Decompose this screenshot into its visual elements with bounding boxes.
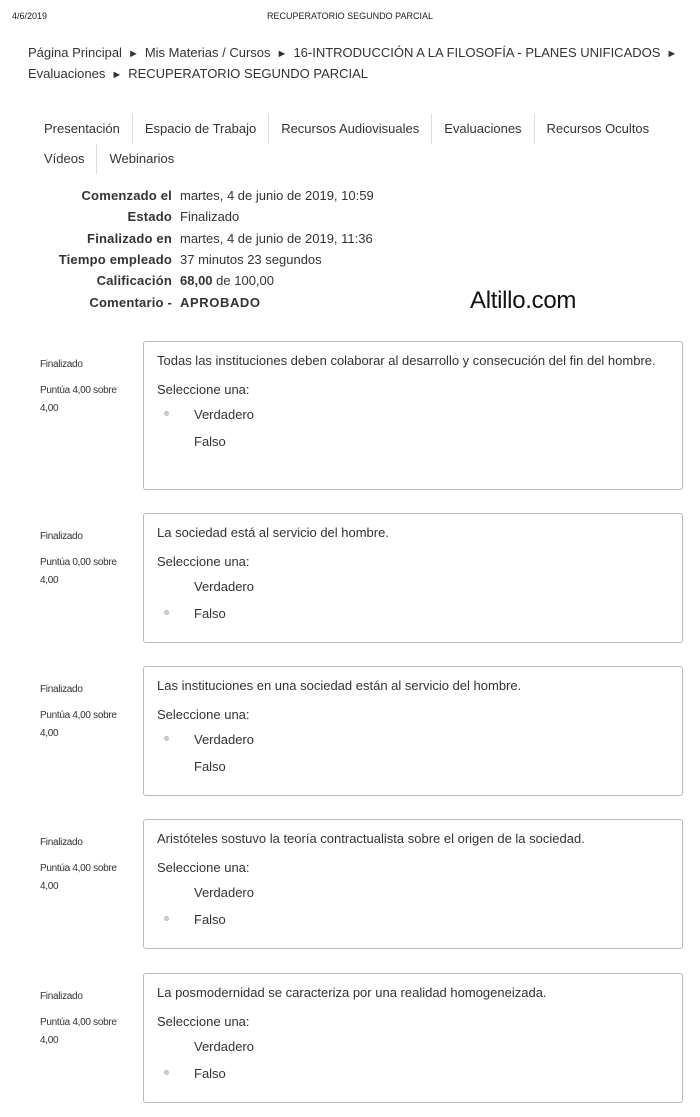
option-falso[interactable] xyxy=(157,432,669,451)
tab-evaluaciones[interactable]: Evaluaciones xyxy=(431,114,533,144)
option-falso[interactable] xyxy=(157,1064,669,1083)
started-value: martes, 4 de junio de 2019, 10:59 xyxy=(180,188,374,204)
option-label: Falso xyxy=(194,912,226,927)
option-verdadero[interactable] xyxy=(157,405,669,424)
question-box xyxy=(143,513,683,643)
question-box xyxy=(143,973,683,1103)
question-info xyxy=(40,684,135,743)
option-verdadero[interactable] xyxy=(157,577,669,596)
summary-row-state xyxy=(40,206,374,227)
option-verdadero[interactable] xyxy=(157,730,669,749)
option-label: Verdadero xyxy=(194,1039,254,1054)
question-info xyxy=(40,837,135,896)
question-text: Todas las instituciones deben colaborar al desarrollo y consecución del fin del hombre. xyxy=(157,353,656,368)
option-label: Falso xyxy=(194,606,226,621)
question-grade: Puntúa 4,00 sobre 4,00 xyxy=(40,863,117,892)
question-prompt: Seleccione una: xyxy=(157,707,250,722)
grade-value xyxy=(180,270,374,291)
summary-row-finished xyxy=(40,228,374,249)
radio-selected-icon[interactable] xyxy=(164,736,169,741)
question-grade: Puntúa 4,00 sobre 4,00 xyxy=(40,1017,117,1046)
option-falso[interactable] xyxy=(157,604,669,623)
question-box xyxy=(143,666,683,796)
question-state: Finalizado xyxy=(40,684,83,695)
option-falso[interactable] xyxy=(157,910,669,929)
comment-value xyxy=(180,291,374,312)
radio-selected-icon[interactable] xyxy=(164,916,169,921)
question-prompt: Seleccione una: xyxy=(157,860,250,875)
attempt-summary xyxy=(40,185,374,313)
summary-row-started xyxy=(40,185,374,206)
option-label: Falso xyxy=(194,434,226,449)
option-label: Falso xyxy=(194,759,226,774)
breadcrumb-evaluations[interactable]: Evaluaciones xyxy=(28,66,106,81)
tab-espacio-de-trabajo[interactable]: Espacio de Trabajo xyxy=(132,114,268,144)
question-prompt: Seleccione una: xyxy=(157,554,250,569)
tab-presentacion[interactable]: Presentación xyxy=(44,121,120,136)
question-text: Las instituciones en una sociedad están al servicio del hombre. xyxy=(157,678,522,693)
breadcrumb-home[interactable]: Página Principal xyxy=(28,45,122,60)
question-text: La posmodernidad se caracteriza por una realidad homogeneizada. xyxy=(157,985,547,1000)
question-prompt: Seleccione una: xyxy=(157,382,250,397)
summary-row-time xyxy=(40,249,374,270)
grade-label: Calificación xyxy=(96,273,172,289)
option-verdadero[interactable] xyxy=(157,1037,669,1056)
started-label: Comenzado el xyxy=(81,188,172,204)
option-verdadero[interactable] xyxy=(157,883,669,902)
question-state: Finalizado xyxy=(40,837,83,848)
option-label: Verdadero xyxy=(194,885,254,900)
time-label: Tiempo empleado xyxy=(58,252,172,268)
question-grade: Puntúa 0,00 sobre 4,00 xyxy=(40,557,117,586)
breadcrumb-separator-icon: ► xyxy=(276,48,288,60)
tab-recursos-audiovisuales[interactable]: Recursos Audiovisuales xyxy=(268,114,431,144)
watermark: Altillo.com xyxy=(470,287,577,314)
time-value: 37 minutos 23 segundos xyxy=(180,252,322,268)
question-prompt: Seleccione una: xyxy=(157,1014,250,1029)
question-info xyxy=(40,531,135,590)
option-label: Verdadero xyxy=(194,732,254,747)
finished-label: Finalizado en xyxy=(87,230,172,246)
finished-value: martes, 4 de junio de 2019, 11:36 xyxy=(180,230,373,246)
option-falso[interactable] xyxy=(157,757,669,776)
question-info xyxy=(40,991,135,1050)
question-box xyxy=(143,341,683,490)
comment-text: APROBADO xyxy=(180,294,261,310)
print-title: RECUPERATORIO SEGUNDO PARCIAL xyxy=(266,11,434,21)
grade-max: de 100,00 xyxy=(212,273,274,289)
state-value: Finalizado xyxy=(180,209,240,225)
option-label: Falso xyxy=(194,1066,226,1081)
breadcrumb-separator-icon: ► xyxy=(666,48,678,60)
radio-selected-icon[interactable] xyxy=(164,411,169,416)
question-info xyxy=(40,359,135,418)
question-state: Finalizado xyxy=(40,531,83,542)
question-text: Aristóteles sostuvo la teoría contractualista sobre el origen de la sociedad. xyxy=(157,831,585,846)
print-header xyxy=(0,0,700,26)
tab-webinarios[interactable]: Webinarios xyxy=(96,144,186,174)
question-grade: Puntúa 4,00 sobre 4,00 xyxy=(40,710,117,739)
breadcrumb-current: RECUPERATORIO SEGUNDO PARCIAL xyxy=(128,66,369,81)
breadcrumb-separator-icon: ► xyxy=(127,48,139,60)
question-state: Finalizado xyxy=(40,359,83,370)
breadcrumb-separator-icon: ► xyxy=(111,69,123,81)
breadcrumb-courses[interactable]: Mis Materias / Cursos xyxy=(144,45,271,60)
print-date: 4/6/2019 xyxy=(12,11,48,21)
question-text: La sociedad está al servicio del hombre. xyxy=(157,525,389,540)
option-label: Verdadero xyxy=(194,579,254,594)
course-tabs xyxy=(32,114,692,174)
option-label: Verdadero xyxy=(194,407,254,422)
question-box xyxy=(143,819,683,949)
tab-videos[interactable]: Vídeos xyxy=(44,151,85,166)
radio-selected-icon[interactable] xyxy=(164,610,169,615)
question-state: Finalizado xyxy=(40,991,83,1002)
summary-row-grade xyxy=(40,270,374,291)
state-label: Estado xyxy=(127,209,172,225)
grade-score: 68,00 xyxy=(180,273,213,289)
tab-recursos-ocultos[interactable]: Recursos Ocultos xyxy=(534,114,662,144)
breadcrumb xyxy=(28,43,693,85)
question-grade: Puntúa 4,00 sobre 4,00 xyxy=(40,385,117,414)
comment-label: Comentario - xyxy=(89,294,172,310)
breadcrumb-course[interactable]: 16-INTRODUCCIÓN A LA FILOSOFÍA - PLANES UNIFICADOS xyxy=(293,45,661,60)
radio-selected-icon[interactable] xyxy=(164,1070,169,1075)
summary-row-comment xyxy=(40,291,374,312)
